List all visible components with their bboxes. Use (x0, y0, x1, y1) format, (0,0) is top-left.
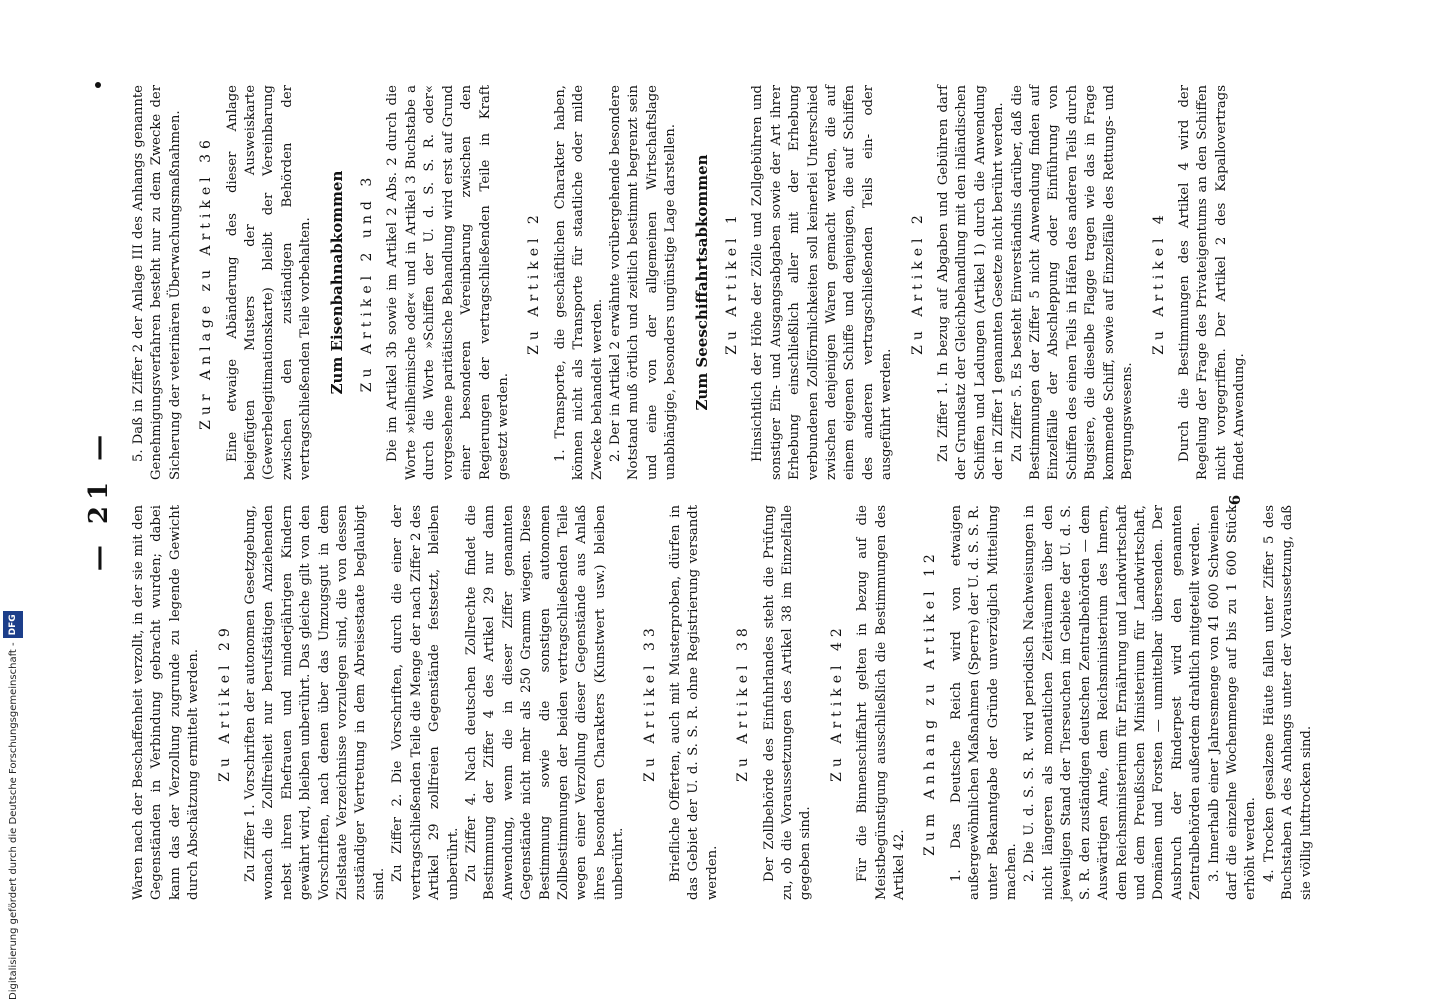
right-column (130, 85, 1250, 480)
heading-anhang-artikel-12: Zum Anhang zu Artikel 12 (922, 549, 939, 856)
paragraph: Hinsichtlich der Höhe der Zölle und Zollgebühren und sonstiger Ein- und Ausgangsabgaben sowie der Art ihrer Erhebung einschließlich aller mit der Erhebung verbundenen Zollförmlichkeiten soll keinerlei Unterschied zwischen denjenigen Waren gemacht werden, die auf einem eigenen Schiffe und denjenigen, die auf Schiffen des anderen vertragschließenden Teils ein- oder ausgeführt werden. (750, 85, 895, 480)
ink-speck (95, 82, 101, 88)
heading-seeschiffahrtsabkommen: Zum Seeschiffahrtsabkommen (692, 154, 711, 411)
paragraph: 3. Innerhalb einer Jahresmenge von 41 600 Schweinen darf die einzelne Wochenmenge auf bis zu 1 600 Stück erhöht werden. (1206, 505, 1259, 900)
paragraph: 1. Das Deutsche Reich wird von etwaigen außergewöhnlichen Maßnahmen (Sperre) der U. d. S. S. R. unter Bekanntgabe der Gründe unverzüglich Mitteilung machen. (948, 505, 1020, 900)
paragraph: Zu Ziffer 1. In bezug auf Abgaben und Gebühren darf der Grundsatz der Gleichbehandlung mit den inländischen Schiffen und Ladungen (Artikel 1) durch die Anwendung der in Ziffer 1 genannten Gesetze nicht berührt werden. (936, 85, 1007, 480)
paragraph: Zu Ziffer 4. Nach deutschen Zollrechte findet die Bestimmung der Ziffer 4 des Artikel 29 nur dann Anwendung, wenn die in dieser Ziffer genannten Gegenstände nicht mehr als 250 Gramm wiegen. Diese Bestimmung sowie die sonstigen autonomen Zollbestimmungen der beiden vertragschließenden Teile wegen einer Verzollung dieser Gegenstände aus Anlaß ihres besonderen Charakters (Kunstwert usw.) bleiben unberührt. (463, 505, 627, 900)
paragraph: 2. Der in Artikel 2 erwähnte vorübergehende besondere Notstand muß örtlich und zeitlich bestimmt begrenzt sein und eine von der allgemeinen Wirtschaftslage unabhängige, besonders ungünstige Lage darstellen. (607, 85, 679, 480)
paragraph: Die im Artikel 3b sowie im Artikel 2 Abs. 2 durch die Worte »teilheimische oder« und in Artikel 3 Buchstabe a durch die Worte »Schiffen der U. d. S. S. R. oder« vorgesehene paritätische Behandlung wird erst auf Grund einer besonderen Vereinbarung zwischen den Regierungen der vertragschließenden Teile in Kraft gesetzt werden. (385, 85, 511, 480)
paragraph: 4. Trocken gesalzene Häute fallen unter Ziffer 5 des Buchstaben A des Anhangs unter der Voraussetzung, daß sie völlig lufttrocken sind. (1261, 505, 1314, 900)
paragraph: Der Zollbehörde des Einfuhrlandes steht die Prüfung zu, ob die Voraussetzungen des Artikel 38 im Einzelfalle gegeben sind. (761, 505, 814, 900)
left-intro: Waren nach der Beschaffenheit verzollt, in der sie mit den Gegenständen in Verbindung gebracht wurden; dabei kann das der Verzollung zugrunde zu legende Gewicht durch Abschätzung ermittelt werden. (131, 505, 202, 900)
paragraph: Zu Ziffer 5. Es besteht Einverständnis darüber, daß die Bestimmungen der Ziffer 5 nicht Anwendung finden auf Einzelfälle der Abschleppung oder Einführung von Schiffen des einen Teils in Häfen des anderen Teils durch Bugsiere, die dieselbe Flagge tragen wie das in Frage kommende Schiff, sowie auf Einzelfälle des Rettungs- und Bergungswesens. (1009, 85, 1136, 480)
heading-artikel-2-see: Zu Artikel 2 (909, 210, 926, 355)
credit-text: Digitalisierung gefördert durch die Deutsche Forschungsgemeinschaft - (8, 642, 19, 1000)
paragraph: Zu Ziffer 1. Vorschriften der autonomen Gesetzgebung, wonach die Zollfreiheit nur berufstätigen Anziehenden nebst ihren Ehefrauen und minderjährigen Kindern gewährt wird, bleiben unberührt. Das gleiche gilt von den Vorschriften, nach denen über das Umzugsgut in dem Zielstaate Verzeichnisse vorzulegen sind, die von dessen zuständiger Vertretung in dem Abreisestaate beglaubigt sind. (243, 505, 387, 900)
paragraph: 2. Die U. d. S. S. R. wird periodisch Nachweisungen in nicht längeren als monatlichen Zeiträumen über den jeweiligen Stand der Tierseuchen im Gebiete der U. d. S. S. R. den zuständigen deutschen Zentralbehörden — dem Auswärtigen Amte, dem Reichsministerium des Innern, dem Reichsministerium für Ernährung und Landwirtschaft und dem Preußischen Ministerium für Landwirtschaft, Domänen und Forsten — unmittelbar übersenden. Der Ausbruch der Rinderpest wird den genannten Zentralbehörden außerdem drahtlich mitgeteilt werden. (1022, 505, 1204, 900)
heading-artikel-2: Zu Artikel 2 (526, 210, 543, 355)
signature-mark: 6 (1226, 494, 1244, 506)
paragraph: Durch die Bestimmungen des Artikel 4 wird der Regelung der Frage des Privateigentums an den Schiffen nicht vorgegriffen. Der Artikel 2 des Kapallovertrags findet Anwendung. (1176, 85, 1248, 480)
heading-artikel-33: Zu Artikel 33 (641, 623, 658, 782)
heading-artikel-29: Zu Artikel 29 (216, 623, 233, 782)
heading-artikel-42: Zu Artikel 42 (828, 623, 845, 782)
heading-eisenbahnabkommen: Zum Eisenbahnabkommen (327, 170, 346, 395)
heading-artikel-1: Zu Artikel 1 (723, 210, 740, 355)
paragraph: Briefliche Offerten, auch mit Musterproben, dürfen in das Gebiet der U. d. S. S. R. ohne Registrierung versandt werden. (667, 505, 720, 900)
left-column (130, 505, 1316, 900)
credit-line (3, 0, 23, 1000)
paragraph: Eine etwaige Abänderung des dieser Anlage beigefügten Musters der Ausweiskarte (Gewerbelegitimationskarte) bleibt der Vereinbarung zwischen den zuständigen Behörden der vertragschließenden Teile vorbehalten. (224, 85, 314, 480)
dfg-logo-icon: DFG (3, 611, 23, 638)
paragraph: Zu Ziffer 2. Die Vorschriften, durch die einer der vertragschließenden Teile die Menge der nach Ziffer 2 des Artikel 29 zollfreien Gegenstände festsetzt, bleiben unberührt. (390, 505, 461, 900)
heading-artikel-38: Zu Artikel 38 (735, 623, 752, 782)
heading-artikel-4: Zu Artikel 4 (1150, 210, 1167, 355)
paragraph: 1. Transporte, die geschäftlichen Charakter haben, können nicht als Transporte für staatliche oder milde Zwecke behandelt werden. (552, 85, 605, 480)
right-intro: 5. Daß in Ziffer 2 der Anlage III des Anhangs genannte Genehmigungsverfahren besteht nur zu dem Zwecke der Sicherung der veterinären Überwachungsmaßnahmen. (131, 85, 183, 480)
heading-anlage-artikel-36: Zur Anlage zu Artikel 36 (198, 135, 215, 430)
page-number: — 21 — (84, 428, 114, 572)
heading-artikel-2-und-3: Zu Artikel 2 und 3 (359, 172, 376, 393)
paragraph: Für die Binnenschiffahrt gelten in bezug auf die Meistbegünstigung ausschließlich die Bestimmungen des Artikel 42. (855, 505, 908, 900)
